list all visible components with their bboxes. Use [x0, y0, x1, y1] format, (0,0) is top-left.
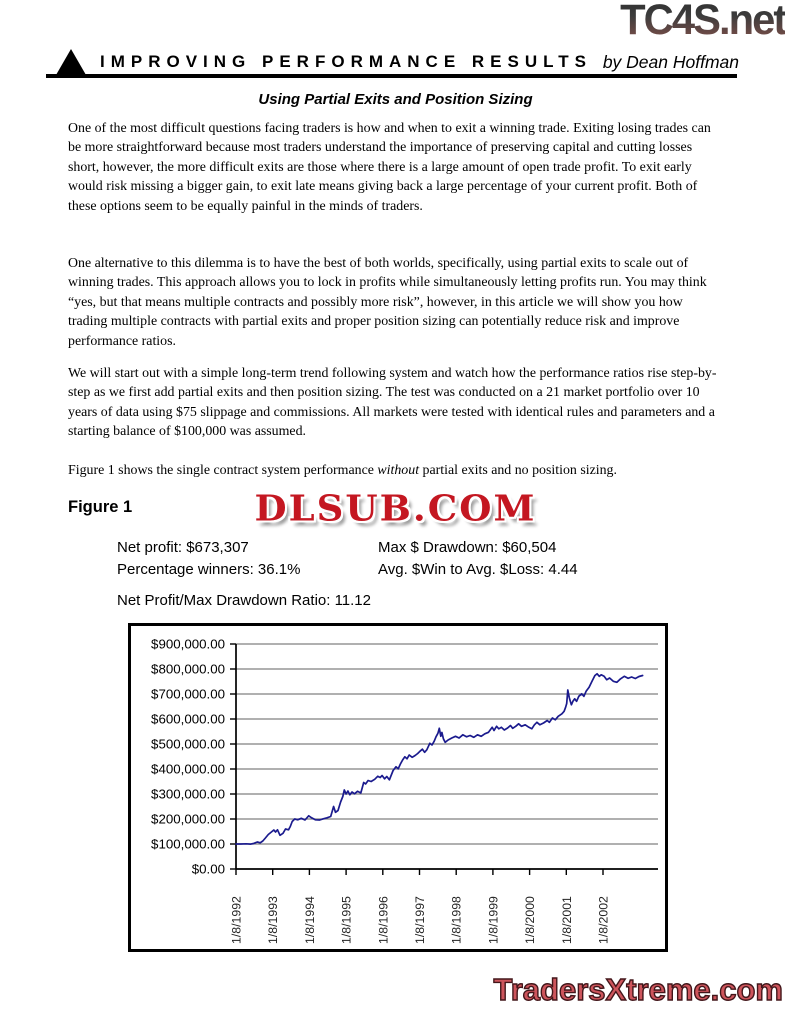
svg-text:1/8/1997: 1/8/1997	[413, 896, 427, 944]
stats-left-column	[117, 537, 378, 580]
figure-intro-post: partial exits and no position sizing.	[419, 463, 617, 478]
paragraph-4	[68, 461, 725, 480]
svg-text:$200,000.00: $200,000.00	[151, 811, 225, 827]
stats-right-column	[378, 537, 578, 580]
figure-intro-italic: without	[377, 463, 420, 478]
svg-text:1/8/1999: 1/8/1999	[486, 896, 501, 944]
svg-text:$0.00: $0.00	[191, 861, 225, 877]
svg-text:$100,000.00: $100,000.00	[151, 836, 225, 852]
figure-1-stats	[117, 537, 578, 580]
svg-text:1/8/2001: 1/8/2001	[559, 896, 574, 944]
figure-intro-pre: Figure 1 shows the single contract system performance	[68, 463, 378, 478]
svg-text:$800,000.00: $800,000.00	[151, 661, 225, 677]
byline: by Dean Hoffman	[602, 52, 739, 72]
svg-text:1/8/2000: 1/8/2000	[523, 896, 538, 944]
stat-ratio: Net Profit/Max Drawdown Ratio: 11.12	[117, 592, 371, 609]
header-divider	[46, 74, 737, 78]
article-subtitle: Using Partial Exits and Position Sizing	[258, 91, 533, 108]
svg-text:1/8/1993: 1/8/1993	[266, 896, 281, 944]
svg-text:1/8/1992: 1/8/1992	[229, 896, 244, 944]
svg-text:1/8/1994: 1/8/1994	[302, 896, 317, 944]
svg-text:$600,000.00: $600,000.00	[151, 711, 225, 727]
svg-text:$400,000.00: $400,000.00	[151, 761, 225, 777]
tc4s-logo: TC4S.net	[620, 0, 785, 45]
tradersxtreme-logo: TradersXtreme.com	[493, 972, 783, 1007]
paragraph-1: One of the most difficult questions facing traders is how and when to exit a winning trade. Exiting losing trades can be more straightforward because most traders understand the importance of preserving capital and cutting losses short, however, the more difficult exits are those where there is a large amount of open trade profit. To exit early would risk missing a bigger gain, to exit late means giving back a large percentage of your current profit. Both of these options seem to be equally painful in the minds of traders.	[68, 121, 711, 214]
page-title: IMPROVING PERFORMANCE RESULTS	[100, 52, 592, 71]
svg-text:$300,000.00: $300,000.00	[151, 786, 225, 802]
dlsub-watermark: DLSUB.COM	[254, 486, 537, 530]
stat-percentage-winners: Percentage winners: 36.1%	[117, 560, 301, 578]
stat-avg-win-loss: Avg. $Win to Avg. $Loss: 4.44	[378, 560, 578, 578]
svg-text:1/8/1996: 1/8/1996	[376, 896, 391, 944]
figure-1-chart-frame	[128, 623, 668, 952]
figure-1-label: Figure 1	[68, 498, 133, 516]
svg-text:1/8/2002: 1/8/2002	[596, 896, 611, 944]
svg-text:$500,000.00: $500,000.00	[151, 736, 225, 752]
triangle-icon	[56, 49, 86, 75]
svg-text:1/8/1995: 1/8/1995	[339, 896, 354, 944]
equity-curve-chart	[131, 626, 665, 949]
stat-max-drawdown: Max $ Drawdown: $60,504	[378, 539, 557, 556]
paragraph-3: We will start out with a simple long-term trend following system and watch how the performance ratios rise step-by-step as we first add partial exits and then position sizing. The test was conducted on a 21 market portfolio over 10 years of data using $75 slippage and commissions. All markets were tested with identical rules and parameters and a starting balance of $100,000 was assumed.	[68, 366, 717, 440]
svg-text:$700,000.00: $700,000.00	[151, 686, 225, 702]
paragraph-2: One alternative to this dilemma is to have the best of both worlds, specifically, using partial exits to scale out of winning trades. This approach allows you to lock in profits while simultaneously letting profits run. You may think “yes, but that means multiple contracts and possibly more risk”, however, in this article we will show you how trading multiple contracts with partial exits and proper position sizing can potentially reduce risk and improve performance ratios.	[68, 256, 707, 349]
stat-net-profit: Net profit: $673,307	[117, 539, 249, 556]
svg-text:1/8/1998: 1/8/1998	[449, 896, 464, 944]
svg-text:$900,000.00: $900,000.00	[151, 636, 225, 652]
